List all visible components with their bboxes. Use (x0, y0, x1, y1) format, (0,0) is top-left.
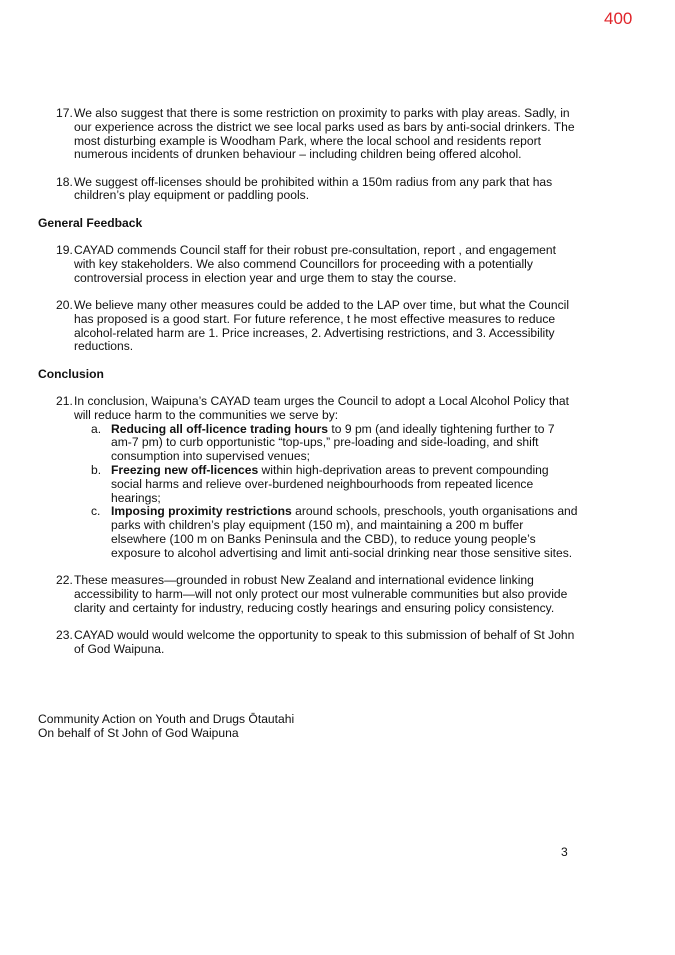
item-number: 23. (56, 627, 73, 642)
sub-item-bold-lead: Freezing new off-licences (111, 462, 259, 477)
item-number: 21. (56, 393, 73, 408)
signature-organisation: Community Action on Youth and Drugs Ōtautahi (38, 712, 295, 726)
item-number: 22. (56, 573, 73, 588)
sub-list (74, 423, 578, 561)
sub-item-letter: a. (91, 421, 102, 436)
signature-block (38, 713, 294, 741)
document-reference-number: 400 (604, 9, 633, 28)
item-number: 18. (56, 174, 73, 189)
list-item-22 (38, 574, 578, 615)
sub-item-text: around schools, preschools, youth organisations and parks with children’s play equipment (150 m), and maintaining a 200 m buffer elsewhere (100 m on Banks Peninsula and the CBD), to reduce young people’s exposure to alcohol advertising and limit anti-social drinking near those sensitive sites. (111, 504, 578, 560)
item-text: We suggest off-licenses should be prohibited within a 150m radius from any park that has children’s play equipment or paddling pools. (74, 174, 553, 203)
section-heading-conclusion: Conclusion (38, 366, 104, 381)
item-text: We believe many other measures could be added to the LAP over time, but what the Council has proposed is a good start. For future reference, t he most effective measures to reduce alcohol-related harm are 1. Price increases, 2. Advertising restrictions, and 3. Accessibility reductions. (74, 297, 570, 354)
page-number: 3 (561, 845, 568, 859)
sub-item-text: to 9 pm (and ideally tightening further to 7 am-7 pm) to curb opportunistic “top-ups,” pre-loading and side-loading, and shift consumption into supervised venues; (111, 421, 555, 464)
item-text: CAYAD would would welcome the opportunity to speak to this submission of behalf of St John of God Waipuna. (74, 627, 575, 656)
sub-item-letter: b. (91, 462, 102, 477)
item-number: 17. (56, 106, 73, 120)
item-number: 19. (56, 243, 73, 258)
sub-item-bold-lead: Imposing proximity restrictions (111, 504, 292, 519)
item-text: We also suggest that there is some restriction on proximity to parks with play areas. Sadly, in our experience across the district we see local parks used as bars by anti-social drinkers. The most disturbing example is Woodham Park, where the local school and residents report numerous incidents of drunken behaviour – including children being offered alcohol. (74, 106, 575, 162)
list-item-18 (38, 176, 578, 204)
section-heading-general-feedback: General Feedback (38, 215, 143, 230)
list-item-19 (38, 244, 578, 285)
document-body (38, 107, 578, 670)
item-number: 20. (56, 297, 73, 312)
list-item-21 (38, 395, 578, 561)
list-item-17 (38, 107, 578, 162)
signature-on-behalf: On behalf of St John of God Waipuna (38, 725, 239, 740)
sub-list-item-b (74, 464, 578, 505)
item-text: CAYAD commends Council staff for their robust pre-consultation, report , and engagement with key stakeholders. We also commend Councillors for proceeding with a potentially controversial process in election year and urge them to stay the course. (74, 243, 556, 285)
sub-list-item-c (74, 505, 578, 560)
list-item-20 (38, 299, 578, 354)
sub-item-text: within high-deprivation areas to prevent compounding social harms and relieve over-burdened neighbourhoods from repeated licence hearings; (111, 462, 549, 505)
list-item-23 (38, 629, 578, 657)
sub-item-letter: c. (91, 504, 101, 519)
sub-list-item-a (74, 423, 578, 464)
item-text: These measures—grounded in robust New Zealand and international evidence linking accessibility to harm—will not only protect our most vulnerable communities but also provide clarity and certainty for industry, reducing costly hearings and ensuring policy consistency. (74, 573, 568, 615)
sub-item-bold-lead: Reducing all off-licence trading hours (111, 421, 329, 436)
item-text: In conclusion, Waipuna’s CAYAD team urges the Council to adopt a Local Alcohol Policy that will reduce harm to the communities we serve by: (74, 393, 569, 422)
